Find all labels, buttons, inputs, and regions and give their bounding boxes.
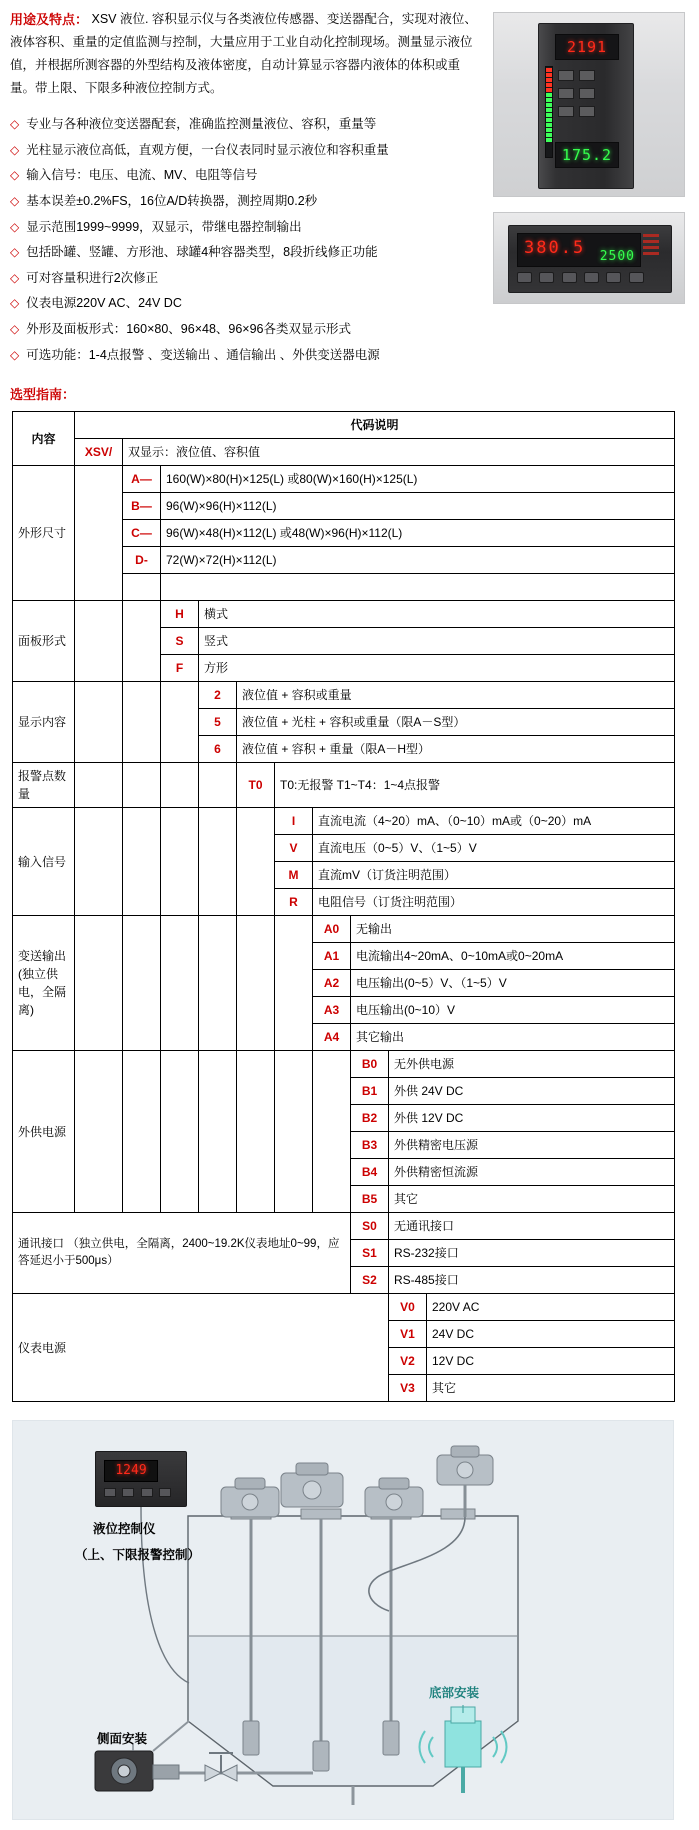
option-desc: 72(W)×72(H)×112(L) bbox=[161, 547, 675, 574]
option-code: H bbox=[161, 601, 199, 628]
option-desc: 96(W)×48(H)×112(L) 或48(W)×96(H)×112(L) bbox=[161, 520, 675, 547]
spacer-cell bbox=[161, 916, 199, 1051]
option-desc: RS-232接口 bbox=[389, 1240, 675, 1267]
key-button bbox=[579, 70, 595, 81]
table-row bbox=[13, 466, 675, 493]
option-desc: 直流电流（4~20）mA、（0~10）mA或（0~20）mA bbox=[313, 808, 675, 835]
option-desc: 直流mV（订货注明范围） bbox=[313, 862, 675, 889]
option-desc: 液位值 + 容积或重量 bbox=[237, 682, 675, 709]
transmitter-housing bbox=[365, 1478, 423, 1517]
list-item bbox=[10, 163, 480, 189]
option-code: S2 bbox=[351, 1267, 389, 1294]
key-button bbox=[517, 272, 532, 283]
list-item bbox=[10, 266, 480, 292]
controller-digits: 1249 bbox=[115, 1463, 147, 1479]
category-label: 面板形式 bbox=[13, 601, 75, 682]
option-desc: 无通讯接口 bbox=[389, 1213, 675, 1240]
header-code-desc: 代码说明 bbox=[75, 412, 675, 439]
option-code: C— bbox=[123, 520, 161, 547]
valve-symbol bbox=[205, 1753, 237, 1781]
selection-guide-title: 选型指南： bbox=[10, 387, 76, 403]
probe-float bbox=[383, 1721, 399, 1755]
option-desc: 160(W)×80(H)×125(L) 或80(W)×160(H)×125(L) bbox=[161, 466, 675, 493]
spacer-cell bbox=[123, 682, 161, 763]
option-code: S0 bbox=[351, 1213, 389, 1240]
option-desc: 无外供电源 bbox=[389, 1051, 675, 1078]
intro-body-text: XSV 液位. 容积显示仪与各类液位传感器、变送器配合，实现对液位、液体容积、重量的定值监测与控制，大量应用于工业自动化控制现场。测量显示液位值，并根据所测容器的外型结构及液体密度，自动计算显示容器内液体的体积或重量。带上限、下限多种液位控制方式。 bbox=[10, 12, 477, 96]
table-row bbox=[13, 601, 675, 628]
feature-text: 显示范围1999~9999，双显示，带继电器控制输出 bbox=[26, 219, 302, 234]
key-button bbox=[122, 1488, 134, 1497]
top-display-screen bbox=[555, 34, 619, 60]
table-row bbox=[13, 1213, 675, 1240]
diamond-bullet-icon: ◇ bbox=[10, 296, 20, 311]
diamond-bullet-icon: ◇ bbox=[10, 142, 20, 157]
option-code: V0 bbox=[389, 1294, 427, 1321]
device-body bbox=[538, 23, 634, 189]
key-button bbox=[579, 106, 595, 117]
list-item bbox=[10, 215, 480, 241]
option-desc: 横式 bbox=[199, 601, 675, 628]
transmitter-housing bbox=[221, 1478, 279, 1517]
category-label: 通讯接口 （独立供电，全隔离，2400~19.2K仪表地址0~99，应答延迟小于500μs） bbox=[13, 1213, 351, 1294]
feature-text: 可选功能：1-4点报警 、变送输出 、通信输出 、外供变送器电源 bbox=[26, 347, 380, 362]
led-indicators bbox=[643, 234, 665, 258]
keypad bbox=[517, 272, 648, 286]
selection-table bbox=[12, 411, 675, 1402]
feature-text: 输入信号：电压、电流、MV、电阻等信号 bbox=[26, 168, 258, 183]
category-label: 显示内容 bbox=[13, 682, 75, 763]
option-code: S bbox=[161, 628, 199, 655]
list-item bbox=[10, 317, 480, 343]
option-code: S1 bbox=[351, 1240, 389, 1267]
probe-float bbox=[313, 1741, 329, 1771]
green-digits: 2500 bbox=[599, 249, 635, 264]
device-body bbox=[508, 225, 672, 293]
transmitter-housing bbox=[437, 1446, 493, 1517]
option-code: B5 bbox=[351, 1186, 389, 1213]
feature-list bbox=[10, 112, 480, 368]
spacer-cell bbox=[313, 1051, 351, 1213]
spacer-cell bbox=[161, 1051, 199, 1213]
key-button bbox=[558, 70, 574, 81]
spacer-cell bbox=[75, 808, 123, 916]
category-label-line1: 变送输出 (独立供电，全隔离) bbox=[18, 949, 67, 1018]
option-desc: 方形 bbox=[199, 655, 675, 682]
option-code: A4 bbox=[313, 1024, 351, 1051]
spacer-cell bbox=[75, 466, 123, 601]
option-desc: 220V AC bbox=[427, 1294, 675, 1321]
option-code: F bbox=[161, 655, 199, 682]
spacer-cell bbox=[123, 1051, 161, 1213]
option-desc: 直流电压（0~5）V、（1~5）V bbox=[313, 835, 675, 862]
option-code: B1 bbox=[351, 1078, 389, 1105]
header-content: 内容 bbox=[13, 412, 75, 466]
list-item bbox=[10, 112, 480, 138]
category-label: 外供电源 bbox=[13, 1051, 75, 1213]
diamond-bullet-icon: ◇ bbox=[10, 322, 20, 337]
bottom-mount-label: 底部安装 bbox=[429, 1686, 480, 1701]
bargraph-display bbox=[545, 66, 553, 158]
option-code: A3 bbox=[313, 997, 351, 1024]
spacer-cell bbox=[161, 763, 199, 808]
list-item bbox=[10, 343, 480, 369]
spacer-cell bbox=[75, 682, 123, 763]
table-row bbox=[13, 763, 675, 808]
intro-paragraph bbox=[10, 8, 480, 100]
feature-text: 基本误差±0.2%FS，16位A/D转换器，测控周期0.2秒 bbox=[26, 193, 318, 208]
option-desc: 电阻信号（订货注明范围） bbox=[313, 889, 675, 916]
list-item bbox=[10, 138, 480, 164]
model-desc: 双显示：液位值、容积值 bbox=[123, 439, 675, 466]
option-desc: 24V DC bbox=[427, 1321, 675, 1348]
controller-keypad bbox=[104, 1486, 174, 1500]
option-code: 6 bbox=[199, 736, 237, 763]
key-button bbox=[104, 1488, 116, 1497]
list-item bbox=[10, 291, 480, 317]
diamond-bullet-icon: ◇ bbox=[10, 168, 20, 183]
option-code: D- bbox=[123, 547, 161, 574]
level-controller-device bbox=[95, 1451, 187, 1507]
signal-cable bbox=[369, 1517, 465, 1611]
option-desc: 其它 bbox=[389, 1186, 675, 1213]
category-label: 报警点数量 bbox=[13, 763, 75, 808]
table-row bbox=[13, 1294, 675, 1321]
option-code: V1 bbox=[389, 1321, 427, 1348]
feature-text: 仪表电源220V AC、24V DC bbox=[26, 296, 182, 311]
key-button bbox=[539, 272, 554, 283]
option-desc: 电压输出(0~5）V、（1~5）V bbox=[351, 970, 675, 997]
transmitter-housing bbox=[281, 1463, 343, 1507]
red-digits: 2191 bbox=[566, 38, 608, 56]
table-row bbox=[13, 412, 675, 439]
option-code: B— bbox=[123, 493, 161, 520]
option-code: A1 bbox=[313, 943, 351, 970]
intro-section bbox=[0, 0, 699, 368]
keypad bbox=[557, 68, 617, 120]
spacer-cell bbox=[275, 916, 313, 1051]
key-button bbox=[558, 88, 574, 99]
spacer-cell bbox=[123, 601, 161, 682]
red-digits: 380.5 bbox=[524, 238, 586, 258]
option-code: M bbox=[275, 862, 313, 889]
controller-display bbox=[104, 1460, 158, 1482]
option-code: V3 bbox=[389, 1375, 427, 1402]
tank-nozzle bbox=[301, 1509, 341, 1519]
spacer-cell bbox=[75, 763, 123, 808]
option-code: B2 bbox=[351, 1105, 389, 1132]
spacer-cell bbox=[237, 1051, 275, 1213]
spacer-cell bbox=[123, 808, 161, 916]
option-desc: RS-485接口 bbox=[389, 1267, 675, 1294]
option-desc: 竖式 bbox=[199, 628, 675, 655]
diamond-bullet-icon: ◇ bbox=[10, 347, 20, 362]
diamond-bullet-icon: ◇ bbox=[10, 193, 20, 208]
feature-text: 可对容量积进行2次修正 bbox=[26, 270, 159, 285]
spacer-cell bbox=[237, 916, 275, 1051]
spacer-cell bbox=[75, 916, 123, 1051]
feature-text: 光柱显示液位高低，直观方便，一台仪表同时显示液位和容积重量 bbox=[26, 142, 389, 157]
diamond-bullet-icon: ◇ bbox=[10, 270, 20, 285]
diamond-bullet-icon: ◇ bbox=[10, 117, 20, 132]
feature-text: 专业与各种液位变送器配套，准确监控测量液位、容积，重量等 bbox=[26, 117, 377, 132]
table-row bbox=[13, 439, 675, 466]
key-button bbox=[629, 272, 644, 283]
side-mount-label: 侧面安装 bbox=[97, 1732, 148, 1747]
green-digits: 175.2 bbox=[561, 146, 613, 164]
spacer-cell bbox=[199, 1051, 237, 1213]
diamond-bullet-icon: ◇ bbox=[10, 245, 20, 260]
table-row bbox=[13, 682, 675, 709]
feature-text: 外形及面板形式：160×80、96×48、96×96各类双显示形式 bbox=[26, 322, 352, 337]
option-code: A0 bbox=[313, 916, 351, 943]
option-desc: 电压输出(0~10）V bbox=[351, 997, 675, 1024]
spacer-cell bbox=[199, 916, 237, 1051]
key-button bbox=[606, 272, 621, 283]
spacer-cell bbox=[199, 763, 237, 808]
option-desc: 外供精密恒流源 bbox=[389, 1159, 675, 1186]
option-desc: 无输出 bbox=[351, 916, 675, 943]
category-label: 外形尺寸 bbox=[13, 466, 75, 601]
spacer-cell bbox=[123, 763, 161, 808]
selection-table-wrap bbox=[0, 411, 699, 1402]
option-desc: 96(W)×96(H)×112(L) bbox=[161, 493, 675, 520]
spacer-cell bbox=[275, 1051, 313, 1213]
table-row bbox=[13, 916, 675, 943]
spacer-cell bbox=[161, 682, 199, 763]
option-desc: 其它 bbox=[427, 1375, 675, 1402]
table-row bbox=[13, 1051, 675, 1078]
option-code: A2 bbox=[313, 970, 351, 997]
spacer-cell bbox=[75, 601, 123, 682]
key-button bbox=[562, 272, 577, 283]
spacer-cell bbox=[75, 1051, 123, 1213]
option-code: R bbox=[275, 889, 313, 916]
spacer-cell bbox=[161, 808, 199, 916]
option-desc: 外供精密电压源 bbox=[389, 1132, 675, 1159]
spacer-cell bbox=[123, 574, 161, 601]
option-desc: 电流输出4~20mA、0~10mA或0~20mA bbox=[351, 943, 675, 970]
option-desc: 12V DC bbox=[427, 1348, 675, 1375]
product-photo-horizontal bbox=[493, 212, 685, 304]
option-code: V2 bbox=[389, 1348, 427, 1375]
controller-sublabel: （上、下限报警控制） bbox=[75, 1548, 201, 1563]
option-desc: 外供 12V DC bbox=[389, 1105, 675, 1132]
bottom-display-screen bbox=[555, 142, 619, 168]
spacer-cell bbox=[161, 574, 675, 601]
tank-nozzle bbox=[441, 1509, 475, 1519]
list-item bbox=[10, 240, 480, 266]
option-code: 5 bbox=[199, 709, 237, 736]
diamond-bullet-icon: ◇ bbox=[10, 219, 20, 234]
controller-label: 液位控制仪 bbox=[93, 1522, 156, 1537]
option-desc: 液位值 + 光柱 + 容积或重量（限A－S型） bbox=[237, 709, 675, 736]
key-button bbox=[584, 272, 599, 283]
option-code: B0 bbox=[351, 1051, 389, 1078]
list-item bbox=[10, 189, 480, 215]
key-button bbox=[141, 1488, 153, 1497]
table-row bbox=[13, 808, 675, 835]
side-mount-device bbox=[95, 1751, 179, 1791]
installation-diagram bbox=[12, 1420, 674, 1820]
category-label: 仪表电源 bbox=[13, 1294, 389, 1402]
key-button bbox=[159, 1488, 171, 1497]
spacer-cell bbox=[237, 808, 275, 916]
product-photo-vertical bbox=[493, 12, 685, 197]
option-desc: 液位值 + 容积 + 重量（限A－H型） bbox=[237, 736, 675, 763]
key-button bbox=[579, 88, 595, 99]
spacer-cell bbox=[123, 916, 161, 1051]
option-code: V bbox=[275, 835, 313, 862]
option-code: 2 bbox=[199, 682, 237, 709]
option-code: B3 bbox=[351, 1132, 389, 1159]
display-screen bbox=[517, 233, 641, 267]
category-label: 输入信号 bbox=[13, 808, 75, 916]
key-button bbox=[558, 106, 574, 117]
intro-heading: 用途及特点： bbox=[10, 12, 89, 27]
model-code: XSV/ bbox=[75, 439, 123, 466]
option-code: T0 bbox=[237, 763, 275, 808]
option-desc: 外供 24V DC bbox=[389, 1078, 675, 1105]
option-desc: T0:无报警 T1~T4：1~4点报警 bbox=[275, 763, 675, 808]
option-desc: 其它输出 bbox=[351, 1024, 675, 1051]
probe-float bbox=[243, 1721, 259, 1755]
option-code: A— bbox=[123, 466, 161, 493]
option-code: I bbox=[275, 808, 313, 835]
feature-text: 包括卧罐、竖罐、方形池、球罐4种容器类型，8段折线修正功能 bbox=[26, 245, 378, 260]
side-outlet bbox=[153, 1721, 189, 1751]
option-code: B4 bbox=[351, 1159, 389, 1186]
spacer-cell bbox=[199, 808, 237, 916]
category-label bbox=[13, 916, 75, 1051]
